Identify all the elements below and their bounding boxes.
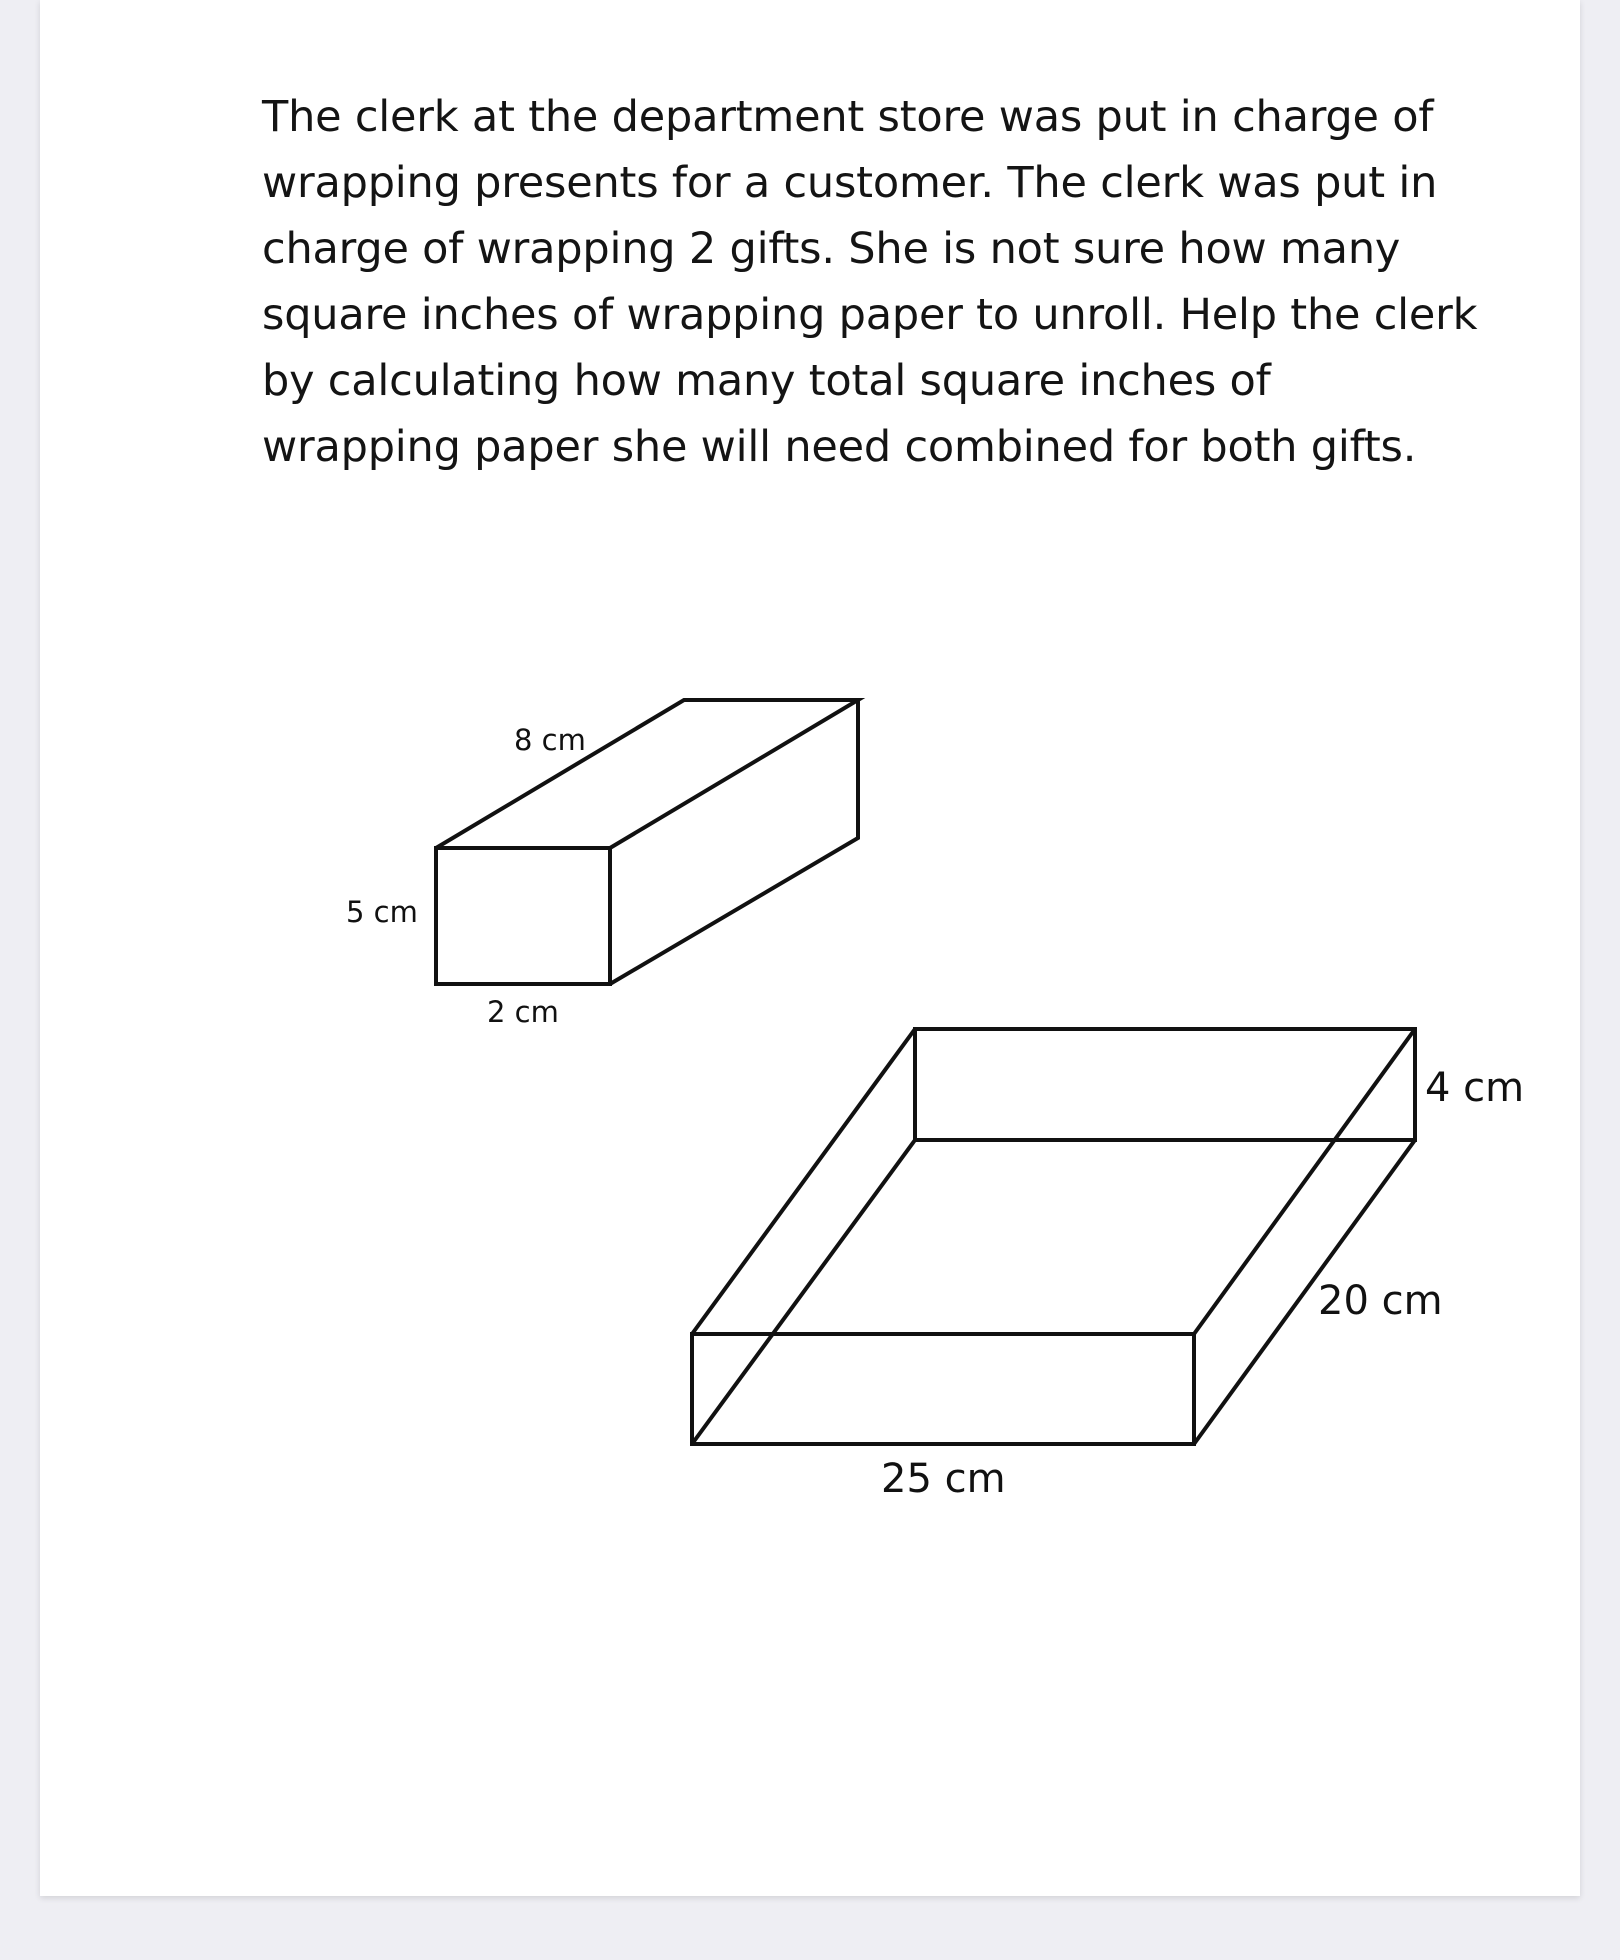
gift-2-front-face [692,1334,1194,1444]
gift-1-top-face [436,700,858,848]
gift-1-length-label: 8 cm [514,723,586,757]
gift-1-front-face [436,848,610,984]
gift-2-back-face [915,1029,1415,1140]
gift-2-length-label: 25 cm [881,1456,1006,1502]
gift-2-height-label: 4 cm [1425,1065,1525,1111]
problem-text: The clerk at the department store was put in charge of wrapping presents for a customer. The clerk was put in charge of wrapping 2 gifts. She is not sure how many square inches of wrapping paper to unroll. Help the clerk by calculating how many total square inches of wrapping paper she will need combined for both gifts. [262,92,1478,472]
gift-2-box [692,1029,1524,1502]
gift-1-side-face [610,700,858,984]
gift-1-width-label: 2 cm [487,995,559,1029]
gift-1-box [346,700,858,1029]
gift-1-height-label: 5 cm [346,895,418,929]
gift-2-edge-top-left [692,1029,915,1334]
gift-2-depth-label: 20 cm [1318,1278,1443,1324]
gift-2-edge-bottom-left [692,1140,915,1444]
